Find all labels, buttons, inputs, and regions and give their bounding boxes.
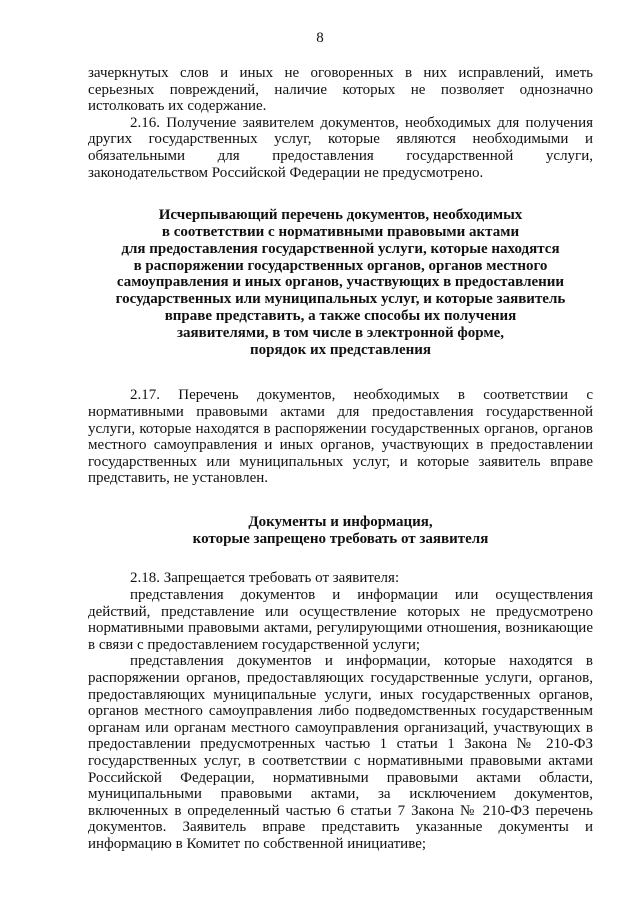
heading-line: в соответствии с нормативными правовыми актами	[161, 223, 520, 240]
heading-line: вправе представить, а также способы их получения	[164, 307, 517, 324]
page-number: 8	[316, 30, 324, 46]
paragraph-intro-continuation: зачеркнутых слов и иных не оговоренных в них исправлений, иметь серьезных повреждений, наличие которых не позволяет однозначно истолковать их содержание.	[88, 65, 593, 115]
heading-line: Документы и информация,	[248, 513, 433, 530]
section-heading-documents-list	[88, 207, 593, 358]
document-body	[88, 65, 593, 853]
heading-line: заявителями, в том числе в электронной форме,	[176, 324, 505, 341]
heading-line: Исчерпывающий перечень документов, необходимых	[158, 207, 523, 224]
heading-line: в распоряжении государственных органов, органов местного	[133, 257, 548, 274]
paragraph-2-18: 2.18. Запрещается требовать от заявителя:	[130, 570, 400, 587]
heading-line: порядок их представления	[249, 341, 432, 358]
heading-line: которые запрещено требовать от заявителя	[192, 530, 489, 547]
heading-line: для предоставления государственной услуги, которые находятся	[121, 240, 560, 257]
list-item-2: представления документов и информации, которые находятся в распоряжении органов, предоставляющих государственные услуги, органов, предоставляющих муниципальные услуги, иных государственных органов, органов местного самоуправления либо подведомственных государственным органам или органам местного самоуправления организаций, участвующих в предоставлении предусмотренных частью 1 статьи 1 Закона № 210-ФЗ государственных услуг, в соответствии с нормативными правовыми актами Российской Федерации, нормативными правовыми актами области, муниципальными правовыми актами, за исключением документов, включенных в определенный частью 6 статьи 7 Закона № 210-ФЗ перечень документов. Заявитель вправе представить указанные документы и информацию в Комитет по собственной инициативе;	[88, 653, 593, 852]
heading-line: самоуправления и иных органов, участвующих в предоставлении	[116, 274, 565, 291]
heading-line: государственных или муниципальных услуг, и которые заявитель	[115, 291, 566, 308]
section-heading-prohibited-requirements	[88, 514, 593, 548]
paragraph-2-17: 2.17. Перечень документов, необходимых в соответствии с нормативными правовыми актами для предоставления государственной услуги, которые находятся в распоряжении государственных органов, органов местного самоуправления и иных органов, участвующих в предоставлении государственных или муниципальных услуг, и которые заявитель вправе представить, не установлен.	[88, 387, 593, 487]
paragraph-2-16: 2.16. Получение заявителем документов, необходимых для получения других государственных услуг, которые являются необходимыми и обязательными для предоставления государственной услуги, законодательством Российской Федерации не предусмотрено.	[88, 114, 593, 181]
list-item-1: представления документов и информации или осуществления действий, представление или осуществление которых не предусмотрено нормативными правовыми актами, регулирующими отношения, возникающие в связи с предоставлением государственной услуги;	[88, 587, 593, 653]
